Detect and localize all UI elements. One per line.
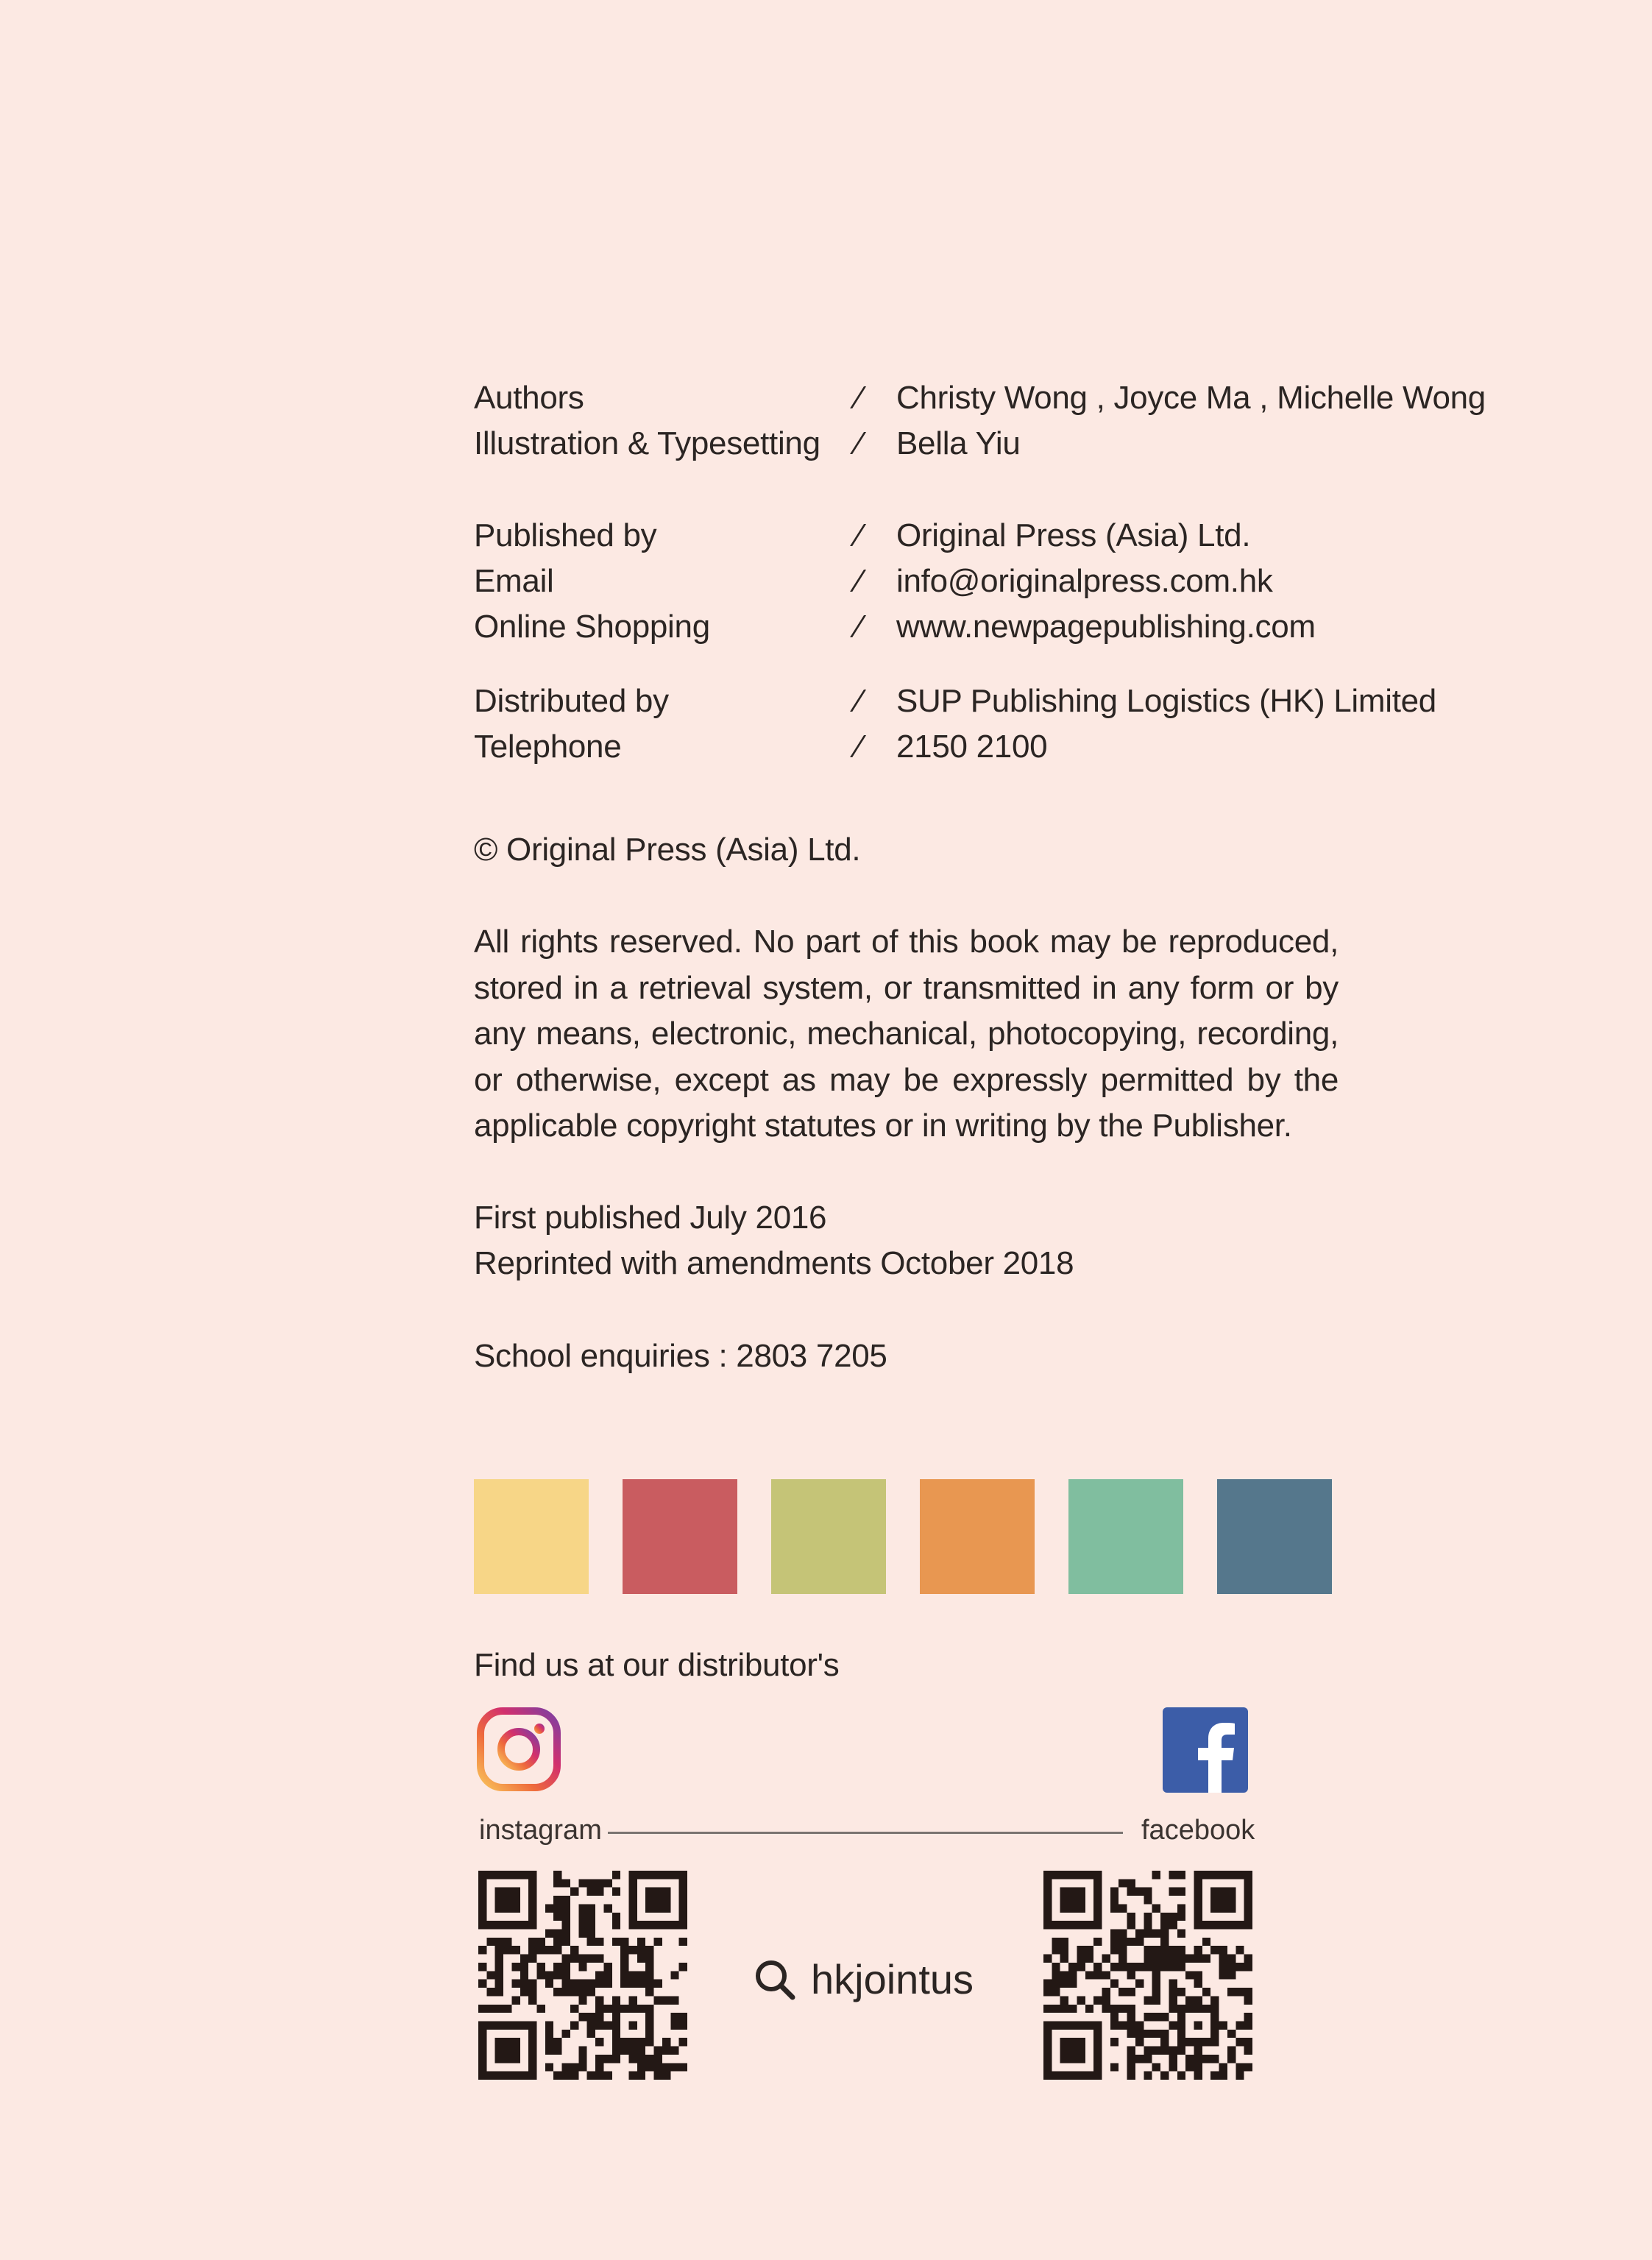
credit-label: Telephone	[474, 729, 622, 765]
credit-label: Online Shopping	[474, 609, 710, 645]
color-swatch	[474, 1479, 589, 1594]
separator-slash: ⁄	[857, 609, 862, 645]
separator-slash: ⁄	[857, 563, 862, 599]
credit-label: Published by	[474, 517, 657, 553]
rights-statement: All rights reserved. No part of this book may be reproduced, stored in a retrieval system, or transmitted in any form or by any means, electronic, mechanical, photocopying, recording, or otherwise, except as may be expressly permitted by the applicable copyright statutes or in writing by the Publisher.	[474, 924, 1339, 1144]
credit-label: Email	[474, 563, 554, 599]
search-icon	[754, 1958, 796, 2001]
email-value[interactable]: info@originalpress.com.hk	[896, 563, 1273, 599]
instagram-icon[interactable]	[477, 1707, 561, 1791]
facebook-label: facebook	[1141, 1815, 1255, 1846]
separator-slash: ⁄	[857, 729, 862, 765]
find-us-heading: Find us at our distributor's	[474, 1647, 840, 1683]
facebook-qr-code[interactable]	[1043, 1871, 1252, 2080]
copyright-line: © Original Press (Asia) Ltd.	[474, 832, 861, 868]
color-swatch	[920, 1479, 1035, 1594]
divider-line	[608, 1832, 1123, 1834]
color-swatch	[623, 1479, 737, 1594]
credit-value: 2150 2100	[896, 729, 1048, 765]
credit-value: Bella Yiu	[896, 425, 1021, 461]
separator-slash: ⁄	[857, 380, 862, 416]
credit-value: Christy Wong , Joyce Ma , Michelle Wong	[896, 380, 1486, 416]
instagram-label: instagram	[479, 1815, 602, 1846]
separator-slash: ⁄	[857, 517, 862, 553]
credit-value: Original Press (Asia) Ltd.	[896, 517, 1251, 553]
facebook-icon[interactable]	[1163, 1707, 1248, 1793]
school-enquiries: School enquiries : 2803 7205	[474, 1338, 887, 1374]
credit-label: Authors	[474, 380, 584, 416]
instagram-qr-code[interactable]	[478, 1871, 687, 2080]
color-swatches	[474, 1479, 1332, 1594]
reprinted: Reprinted with amendments October 2018	[474, 1245, 1074, 1281]
credit-value: SUP Publishing Logistics (HK) Limited	[896, 683, 1436, 719]
credit-label: Illustration & Typesetting	[474, 425, 820, 461]
first-published: First published July 2016	[474, 1200, 827, 1236]
separator-slash: ⁄	[857, 425, 862, 461]
separator-slash: ⁄	[857, 683, 862, 719]
handle-text: hkjointus	[811, 1956, 974, 2002]
website-link[interactable]: www.newpagepublishing.com	[896, 609, 1316, 645]
credit-label: Distributed by	[474, 683, 669, 719]
edition-info	[474, 1195, 1074, 1286]
color-swatch	[1068, 1479, 1183, 1594]
color-swatch	[1217, 1479, 1332, 1594]
color-swatch	[771, 1479, 886, 1594]
